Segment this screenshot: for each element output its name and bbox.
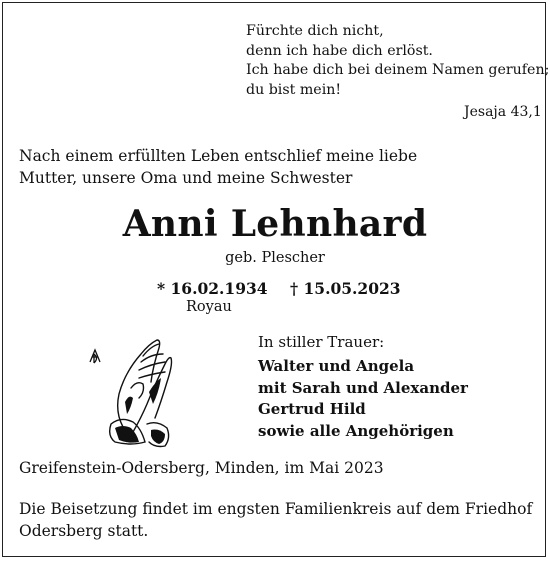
praying-hands-icon [85,332,180,452]
verse-line: denn ich habe dich erlöst. [246,42,433,59]
intro-line: Nach einem erfüllten Leben entschlief meine liebe [19,147,418,165]
verse-line: Fürchte dich nicht, [246,23,384,39]
intro-text [19,145,417,189]
funeral-line: Die Beisetzung findet im engsten Familienkreis auf dem Friedhof [19,500,533,518]
birth-date: * 16.02.1934 [157,279,268,298]
mourner-name: mit Sarah und Alexander [258,378,468,397]
monogram-mark [90,350,100,363]
birth-place: Royau [186,299,232,315]
verse-reference: Jesaja 43,1 [464,104,542,120]
mourner-name: Walter und Angela [258,357,415,375]
funeral-notice [19,498,532,542]
verse-line: Ich habe dich bei deinem Namen gerufen; [246,62,550,78]
deceased-name: Anni Lehnhard [122,203,428,245]
funeral-line: Odersberg statt. [19,522,149,540]
death-date: † 15.05.2023 [290,279,401,298]
maiden-name: geb. Plescher [225,250,325,266]
verse-line: du bist mein! [246,81,342,98]
place-and-date: Greifenstein-Odersberg, Minden, im Mai 2023 [19,459,384,477]
mourner-name: sowie alle Angehörigen [258,421,454,440]
mourning-label: In stiller Trauer: [258,333,385,351]
bible-verse [246,22,549,100]
intro-line: Mutter, unsere Oma und meine Schwester [19,169,353,187]
mourner-name: Gertrud Hild [258,400,366,418]
mourners-list [258,356,468,442]
